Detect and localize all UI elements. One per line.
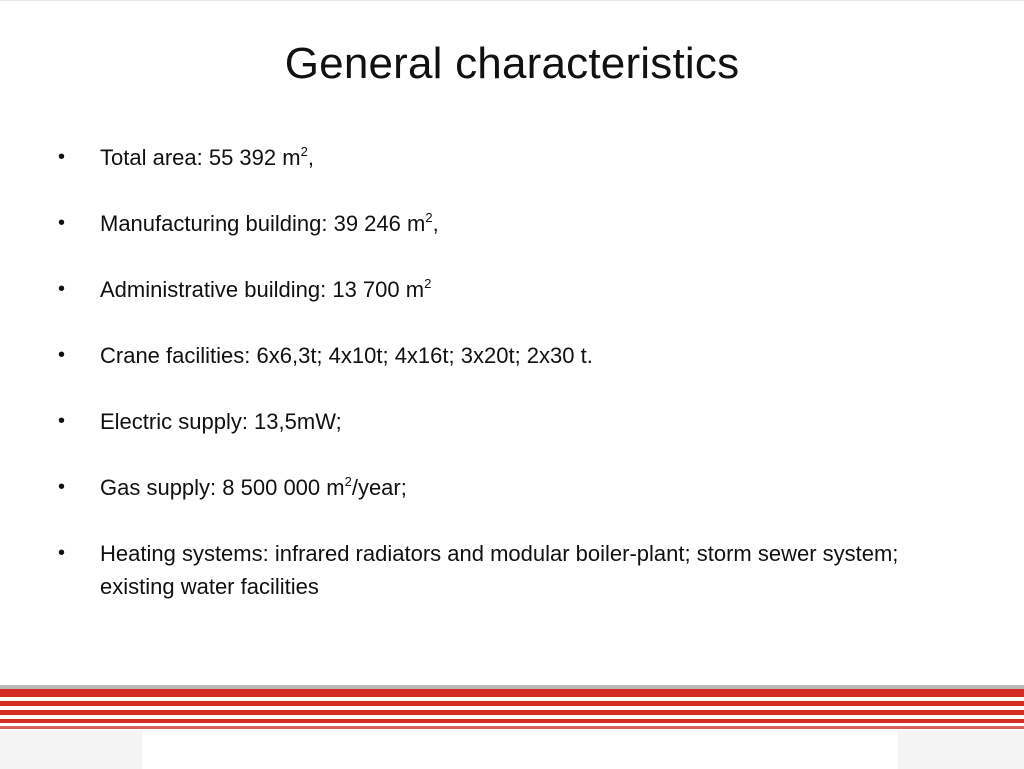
bullet-item bbox=[58, 537, 978, 603]
bullet-item bbox=[58, 339, 978, 372]
red-stripe bbox=[0, 701, 1024, 706]
bullet-dot-icon: • bbox=[58, 344, 66, 366]
slide-title: General characteristics bbox=[284, 39, 740, 88]
bullet-item bbox=[58, 273, 978, 306]
bullet-dot-icon: • bbox=[58, 278, 66, 300]
bullet-text: Manufacturing building: 39 246 m bbox=[100, 211, 426, 236]
bullet-item bbox=[58, 141, 978, 174]
decorative-stripes bbox=[0, 685, 1024, 731]
bullet-dot-icon: • bbox=[58, 146, 66, 168]
bullet-text: Administrative building: 13 700 m bbox=[100, 277, 425, 302]
bullet-dot-icon: • bbox=[58, 410, 66, 432]
red-stripe bbox=[0, 719, 1024, 723]
bullet-list bbox=[58, 141, 978, 636]
bullet-dot-icon: • bbox=[58, 542, 66, 564]
bullet-item bbox=[58, 405, 978, 438]
bullet-suffix: , bbox=[432, 211, 439, 236]
bullet-item bbox=[58, 207, 978, 240]
bullet-dot-icon: • bbox=[58, 476, 66, 498]
bullet-suffix: , bbox=[307, 145, 314, 170]
footer-panel-left bbox=[0, 731, 142, 769]
bullet-suffix: /year; bbox=[351, 475, 407, 500]
red-stripe bbox=[0, 689, 1024, 697]
bullet-item bbox=[58, 471, 978, 504]
red-stripe bbox=[0, 726, 1024, 729]
bullet-text: Heating systems: infrared radiators and modular boiler-plant; storm sewer system; existing water facilities bbox=[100, 541, 899, 599]
bullet-dot-icon: • bbox=[58, 212, 66, 234]
red-stripe bbox=[0, 710, 1024, 715]
bullet-text: Gas supply: 8 500 000 m bbox=[100, 475, 345, 500]
bullet-text: Crane facilities: 6x6,3t; 4x10t; 4x16t; 3x20t; 2x30 t. bbox=[100, 343, 593, 368]
bullet-superscript: 2 bbox=[300, 144, 308, 159]
bullet-text: Total area: 55 392 m bbox=[100, 145, 301, 170]
bullet-superscript: 2 bbox=[424, 276, 432, 291]
footer-panel-right bbox=[898, 731, 1024, 769]
bullet-text: Electric supply: 13,5mW; bbox=[100, 409, 342, 434]
bullet-superscript: 2 bbox=[425, 210, 433, 225]
bullet-superscript: 2 bbox=[344, 474, 352, 489]
